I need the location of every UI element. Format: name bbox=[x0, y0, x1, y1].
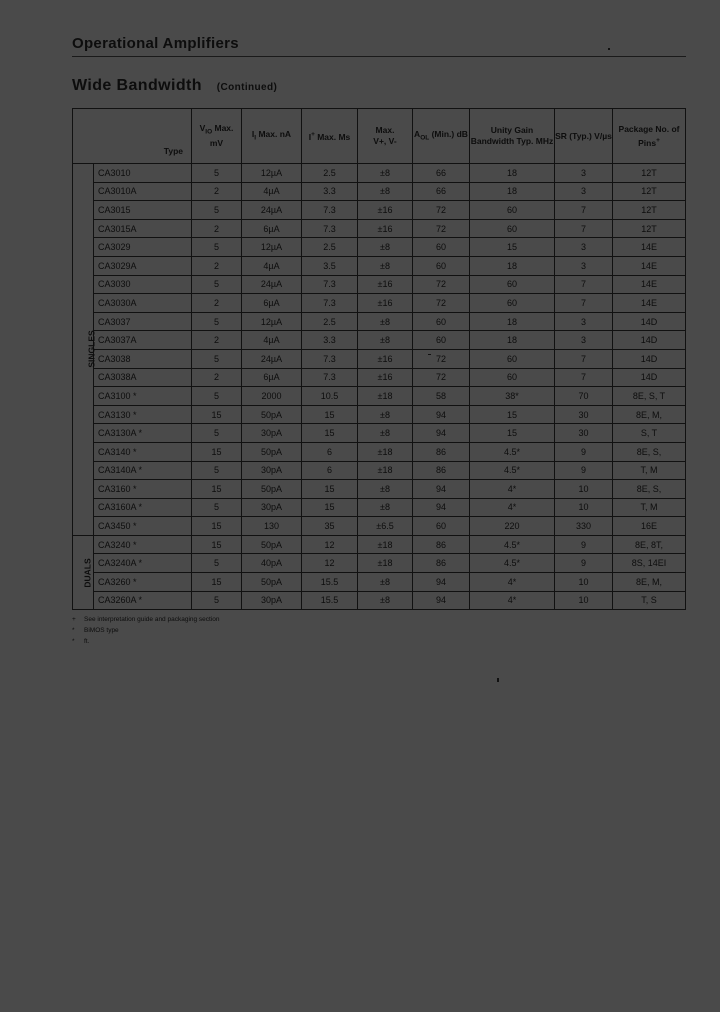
table-row bbox=[73, 498, 686, 517]
cell-sr: 3 bbox=[555, 256, 613, 275]
cell-type: CA3160A * bbox=[94, 498, 192, 517]
cell-pkg: 8E, S, T bbox=[613, 387, 686, 406]
cell-aol: 94 bbox=[413, 591, 470, 610]
cell-ii: 40pA bbox=[242, 554, 302, 573]
cell-vio: 2 bbox=[192, 331, 242, 350]
cell-type: CA3260 * bbox=[94, 573, 192, 592]
cell-sr: 7 bbox=[555, 294, 613, 313]
cell-pkg: 12T bbox=[613, 182, 686, 201]
cell-sr: 3 bbox=[555, 164, 613, 183]
cell-pkg: S, T bbox=[613, 424, 686, 443]
cell-sr: 7 bbox=[555, 275, 613, 294]
cell-type: CA3030A bbox=[94, 294, 192, 313]
cell-sr: 3 bbox=[555, 238, 613, 257]
cell-ii: 30pA bbox=[242, 498, 302, 517]
cell-vio: 5 bbox=[192, 554, 242, 573]
cell-iplus: 2.5 bbox=[302, 312, 358, 331]
cell-ii: 4µA bbox=[242, 182, 302, 201]
cell-vmax: ±8 bbox=[358, 182, 413, 201]
footnote: * BiMOS type bbox=[72, 627, 119, 634]
table-row bbox=[73, 238, 686, 257]
cell-sr: 330 bbox=[555, 517, 613, 536]
cell-vio: 2 bbox=[192, 368, 242, 387]
cell-iplus: 15.5 bbox=[302, 591, 358, 610]
cell-pkg: 14E bbox=[613, 275, 686, 294]
cell-ugb: 15 bbox=[470, 238, 555, 257]
cell-aol: 86 bbox=[413, 461, 470, 480]
cell-type: CA3130A * bbox=[94, 424, 192, 443]
cell-sr: 9 bbox=[555, 554, 613, 573]
cell-ugb: 18 bbox=[470, 256, 555, 275]
footnote: + See interpretation guide and packaging section bbox=[72, 616, 220, 623]
footnote: * ft. bbox=[72, 638, 90, 645]
cell-vio: 15 bbox=[192, 480, 242, 499]
cell-aol: 94 bbox=[413, 480, 470, 499]
table-row bbox=[73, 424, 686, 443]
cell-sr: 30 bbox=[555, 424, 613, 443]
cell-aol: 94 bbox=[413, 498, 470, 517]
cell-vio: 5 bbox=[192, 275, 242, 294]
table-row bbox=[73, 201, 686, 220]
cell-ugb: 18 bbox=[470, 312, 555, 331]
cell-aol: 72 bbox=[413, 368, 470, 387]
cell-type: CA3029A bbox=[94, 256, 192, 275]
cell-pkg: 12T bbox=[613, 201, 686, 220]
cell-ugb: 60 bbox=[470, 368, 555, 387]
cell-ugb: 60 bbox=[470, 219, 555, 238]
cell-vmax: ±8 bbox=[358, 331, 413, 350]
cell-aol: 94 bbox=[413, 405, 470, 424]
cell-ii: 50pA bbox=[242, 535, 302, 554]
cell-type: CA3037 bbox=[94, 312, 192, 331]
cell-iplus: 15 bbox=[302, 424, 358, 443]
cell-aol: 60 bbox=[413, 331, 470, 350]
cell-vmax: ±8 bbox=[358, 312, 413, 331]
cell-vio: 5 bbox=[192, 238, 242, 257]
cell-ugb: 220 bbox=[470, 517, 555, 536]
cell-ii: 50pA bbox=[242, 573, 302, 592]
cell-pkg: 14D bbox=[613, 331, 686, 350]
cell-vio: 2 bbox=[192, 219, 242, 238]
group-label-duals: DUALS bbox=[73, 535, 94, 609]
cell-ii: 6µA bbox=[242, 294, 302, 313]
cell-vio: 5 bbox=[192, 387, 242, 406]
cell-ii: 24µA bbox=[242, 349, 302, 368]
cell-aol: 66 bbox=[413, 164, 470, 183]
table-row bbox=[73, 275, 686, 294]
cell-vmax: ±6.5 bbox=[358, 517, 413, 536]
cell-type: CA3015A bbox=[94, 219, 192, 238]
cell-vio: 5 bbox=[192, 461, 242, 480]
cell-type: CA3010 bbox=[94, 164, 192, 183]
table-row bbox=[73, 591, 686, 610]
cell-ugb: 15 bbox=[470, 424, 555, 443]
cell-vmax: ±18 bbox=[358, 535, 413, 554]
table-row bbox=[73, 182, 686, 201]
header-vio: $V_{IO}$ Max. mV bbox=[192, 109, 242, 164]
cell-ii: 2000 bbox=[242, 387, 302, 406]
cell-ugb: 18 bbox=[470, 164, 555, 183]
cell-pkg: T, S bbox=[613, 591, 686, 610]
cell-pkg: T, M bbox=[613, 461, 686, 480]
cell-ugb: 18 bbox=[470, 182, 555, 201]
cell-type: CA3100 * bbox=[94, 387, 192, 406]
cell-ugb: 4.5* bbox=[470, 554, 555, 573]
cell-iplus: 3.3 bbox=[302, 182, 358, 201]
cell-sr: 30 bbox=[555, 405, 613, 424]
cell-iplus: 15 bbox=[302, 480, 358, 499]
cell-iplus: 7.3 bbox=[302, 368, 358, 387]
cell-aol: 66 bbox=[413, 182, 470, 201]
table-row bbox=[73, 461, 686, 480]
cell-type: CA3140 * bbox=[94, 442, 192, 461]
cell-aol: 58 bbox=[413, 387, 470, 406]
cell-vmax: ±16 bbox=[358, 219, 413, 238]
cell-pkg: 8E, 8T, bbox=[613, 535, 686, 554]
cell-aol: 72 bbox=[413, 201, 470, 220]
cell-sr: 3 bbox=[555, 182, 613, 201]
table-row bbox=[73, 480, 686, 499]
table-row bbox=[73, 164, 686, 183]
cell-sr: 7 bbox=[555, 201, 613, 220]
cell-pkg: 12T bbox=[613, 164, 686, 183]
cell-sr: 9 bbox=[555, 535, 613, 554]
cell-iplus: 10.5 bbox=[302, 387, 358, 406]
table-row bbox=[73, 219, 686, 238]
header-row bbox=[73, 109, 686, 164]
cell-type: CA3130 * bbox=[94, 405, 192, 424]
cell-iplus: 6 bbox=[302, 461, 358, 480]
cell-ii: 24µA bbox=[242, 275, 302, 294]
cell-type: CA3038 bbox=[94, 349, 192, 368]
cell-vmax: ±18 bbox=[358, 442, 413, 461]
cell-ugb: 15 bbox=[470, 405, 555, 424]
table-row bbox=[73, 442, 686, 461]
cell-ii: 6µA bbox=[242, 219, 302, 238]
cell-ii: 50pA bbox=[242, 442, 302, 461]
cell-type: CA3010A bbox=[94, 182, 192, 201]
cell-ugb: 60 bbox=[470, 201, 555, 220]
cell-ugb: 60 bbox=[470, 275, 555, 294]
cell-vio: 2 bbox=[192, 256, 242, 275]
section-title: Operational Amplifiers bbox=[72, 35, 239, 52]
table-body bbox=[73, 164, 686, 610]
cell-aol: 60 bbox=[413, 312, 470, 331]
table-row bbox=[73, 256, 686, 275]
cell-sr: 10 bbox=[555, 498, 613, 517]
cell-ugb: 4* bbox=[470, 480, 555, 499]
cell-ugb: 60 bbox=[470, 294, 555, 313]
header-vmax: Max. V+, V- bbox=[358, 109, 413, 164]
cell-ii: 50pA bbox=[242, 480, 302, 499]
cell-iplus: 15 bbox=[302, 498, 358, 517]
cell-aol: 60 bbox=[413, 238, 470, 257]
cell-ii: 30pA bbox=[242, 591, 302, 610]
table-row bbox=[73, 554, 686, 573]
cell-type: CA3037A bbox=[94, 331, 192, 350]
cell-iplus: 2.5 bbox=[302, 238, 358, 257]
cell-type: CA3030 bbox=[94, 275, 192, 294]
header-sr: SR (Typ.) V/µs bbox=[555, 109, 613, 164]
cell-ugb: 4* bbox=[470, 573, 555, 592]
cell-vmax: ±8 bbox=[358, 591, 413, 610]
cell-pkg: 8E, M, bbox=[613, 573, 686, 592]
table-row bbox=[73, 331, 686, 350]
cell-ii: 12µA bbox=[242, 238, 302, 257]
cell-vmax: ±18 bbox=[358, 387, 413, 406]
scan-speck bbox=[608, 48, 610, 50]
cell-ugb: 38* bbox=[470, 387, 555, 406]
cell-sr: 9 bbox=[555, 442, 613, 461]
table-row bbox=[73, 368, 686, 387]
spec-table bbox=[72, 108, 686, 610]
cell-vmax: ±16 bbox=[358, 368, 413, 387]
table-row bbox=[73, 312, 686, 331]
cell-iplus: 35 bbox=[302, 517, 358, 536]
cell-vmax: ±8 bbox=[358, 405, 413, 424]
cell-ii: 30pA bbox=[242, 461, 302, 480]
cell-ii: 6µA bbox=[242, 368, 302, 387]
group-label-singles: SINGLES bbox=[73, 164, 94, 536]
header-type: Type bbox=[73, 109, 192, 164]
cell-iplus: 15.5 bbox=[302, 573, 358, 592]
cell-vmax: ±16 bbox=[358, 349, 413, 368]
table-row bbox=[73, 573, 686, 592]
cell-iplus: 7.3 bbox=[302, 294, 358, 313]
header-ugb: Unity Gain Bandwidth Typ. MHz bbox=[470, 109, 555, 164]
scan-speck bbox=[428, 354, 431, 355]
header-ii: $I_I$ Max. nA bbox=[242, 109, 302, 164]
cell-ii: 24µA bbox=[242, 201, 302, 220]
cell-ugb: 4.5* bbox=[470, 461, 555, 480]
cell-vio: 5 bbox=[192, 591, 242, 610]
cell-pkg: 16E bbox=[613, 517, 686, 536]
cell-aol: 60 bbox=[413, 517, 470, 536]
cell-iplus: 3.3 bbox=[302, 331, 358, 350]
cell-vio: 15 bbox=[192, 517, 242, 536]
header-aol: $A_{OL}$ (Min.) dB bbox=[413, 109, 470, 164]
table-row bbox=[73, 349, 686, 368]
cell-pkg: 14D bbox=[613, 312, 686, 331]
cell-aol: 72 bbox=[413, 275, 470, 294]
cell-pkg: 8E, S, bbox=[613, 480, 686, 499]
cell-pkg: 14E bbox=[613, 238, 686, 257]
cell-ugb: 18 bbox=[470, 331, 555, 350]
cell-aol: 86 bbox=[413, 442, 470, 461]
cell-pkg: 14D bbox=[613, 368, 686, 387]
cell-type: CA3160 * bbox=[94, 480, 192, 499]
cell-pkg: 14E bbox=[613, 294, 686, 313]
cell-aol: 72 bbox=[413, 219, 470, 238]
cell-ii: 4µA bbox=[242, 256, 302, 275]
cell-sr: 70 bbox=[555, 387, 613, 406]
cell-vmax: ±18 bbox=[358, 461, 413, 480]
cell-type: CA3015 bbox=[94, 201, 192, 220]
cell-vio: 5 bbox=[192, 201, 242, 220]
cell-type: CA3260A * bbox=[94, 591, 192, 610]
cell-vmax: ±8 bbox=[358, 480, 413, 499]
subtitle bbox=[72, 77, 277, 95]
cell-aol: 86 bbox=[413, 554, 470, 573]
cell-pkg: 14D bbox=[613, 349, 686, 368]
cell-ii: 50pA bbox=[242, 405, 302, 424]
cell-vio: 2 bbox=[192, 182, 242, 201]
subtitle-text: Wide Bandwidth bbox=[72, 77, 202, 94]
cell-vmax: ±16 bbox=[358, 294, 413, 313]
cell-vmax: ±8 bbox=[358, 498, 413, 517]
cell-iplus: 7.3 bbox=[302, 349, 358, 368]
cell-vmax: ±16 bbox=[358, 275, 413, 294]
cell-sr: 7 bbox=[555, 368, 613, 387]
table-row bbox=[73, 294, 686, 313]
header-pkg: Package No. of Pins+ bbox=[613, 109, 686, 164]
cell-sr: 9 bbox=[555, 461, 613, 480]
cell-vio: 2 bbox=[192, 294, 242, 313]
table-row bbox=[73, 535, 686, 554]
cell-ii: 4µA bbox=[242, 331, 302, 350]
title-rule bbox=[72, 56, 686, 57]
table-row bbox=[73, 387, 686, 406]
cell-sr: 10 bbox=[555, 573, 613, 592]
cell-ii: 30pA bbox=[242, 424, 302, 443]
cell-aol: 94 bbox=[413, 573, 470, 592]
cell-ugb: 60 bbox=[470, 349, 555, 368]
cell-iplus: 3.5 bbox=[302, 256, 358, 275]
cell-aol: 72 bbox=[413, 294, 470, 313]
cell-vmax: ±8 bbox=[358, 573, 413, 592]
cell-aol: 60 bbox=[413, 256, 470, 275]
header-iplus: I+ Max. Ms bbox=[302, 109, 358, 164]
cell-pkg: 8S, 14EI bbox=[613, 554, 686, 573]
cell-sr: 7 bbox=[555, 349, 613, 368]
table-row bbox=[73, 517, 686, 536]
cell-vio: 5 bbox=[192, 164, 242, 183]
cell-sr: 7 bbox=[555, 219, 613, 238]
cell-ii: 12µA bbox=[242, 312, 302, 331]
cell-type: CA3140A * bbox=[94, 461, 192, 480]
cell-aol: 72 bbox=[413, 349, 470, 368]
cell-type: CA3240A * bbox=[94, 554, 192, 573]
cell-type: CA3450 * bbox=[94, 517, 192, 536]
cell-sr: 3 bbox=[555, 331, 613, 350]
cell-vmax: ±8 bbox=[358, 238, 413, 257]
cell-vio: 15 bbox=[192, 405, 242, 424]
cell-iplus: 7.3 bbox=[302, 219, 358, 238]
cell-ii: 130 bbox=[242, 517, 302, 536]
cell-iplus: 15 bbox=[302, 405, 358, 424]
cell-iplus: 6 bbox=[302, 442, 358, 461]
cell-vmax: ±8 bbox=[358, 424, 413, 443]
cell-aol: 94 bbox=[413, 424, 470, 443]
cell-vio: 5 bbox=[192, 498, 242, 517]
cell-vio: 15 bbox=[192, 573, 242, 592]
cell-pkg: T, M bbox=[613, 498, 686, 517]
cell-type: CA3038A bbox=[94, 368, 192, 387]
cell-type: CA3029 bbox=[94, 238, 192, 257]
cell-type: CA3240 * bbox=[94, 535, 192, 554]
cell-ugb: 4* bbox=[470, 591, 555, 610]
footnotes bbox=[72, 614, 220, 647]
cell-vmax: ±18 bbox=[358, 554, 413, 573]
cell-pkg: 12T bbox=[613, 219, 686, 238]
cell-sr: 10 bbox=[555, 480, 613, 499]
cell-vio: 5 bbox=[192, 349, 242, 368]
cell-vio: 15 bbox=[192, 535, 242, 554]
cell-iplus: 12 bbox=[302, 535, 358, 554]
cell-iplus: 2.5 bbox=[302, 164, 358, 183]
cell-ii: 12µA bbox=[242, 164, 302, 183]
cell-vio: 15 bbox=[192, 442, 242, 461]
table-row bbox=[73, 405, 686, 424]
cell-aol: 86 bbox=[413, 535, 470, 554]
cell-ugb: 4* bbox=[470, 498, 555, 517]
cell-vmax: ±8 bbox=[358, 256, 413, 275]
cell-ugb: 4.5* bbox=[470, 442, 555, 461]
cell-pkg: 14E bbox=[613, 256, 686, 275]
scan-speck bbox=[497, 678, 499, 682]
cell-vio: 5 bbox=[192, 312, 242, 331]
cell-vio: 5 bbox=[192, 424, 242, 443]
cell-sr: 3 bbox=[555, 312, 613, 331]
cell-iplus: 7.3 bbox=[302, 275, 358, 294]
cell-pkg: 8E, S, bbox=[613, 442, 686, 461]
cell-vmax: ±16 bbox=[358, 201, 413, 220]
subtitle-note: (Continued) bbox=[216, 82, 278, 93]
cell-pkg: 8E, M, bbox=[613, 405, 686, 424]
cell-iplus: 7.3 bbox=[302, 201, 358, 220]
cell-sr: 10 bbox=[555, 591, 613, 610]
cell-iplus: 12 bbox=[302, 554, 358, 573]
cell-vmax: ±8 bbox=[358, 164, 413, 183]
cell-ugb: 4.5* bbox=[470, 535, 555, 554]
